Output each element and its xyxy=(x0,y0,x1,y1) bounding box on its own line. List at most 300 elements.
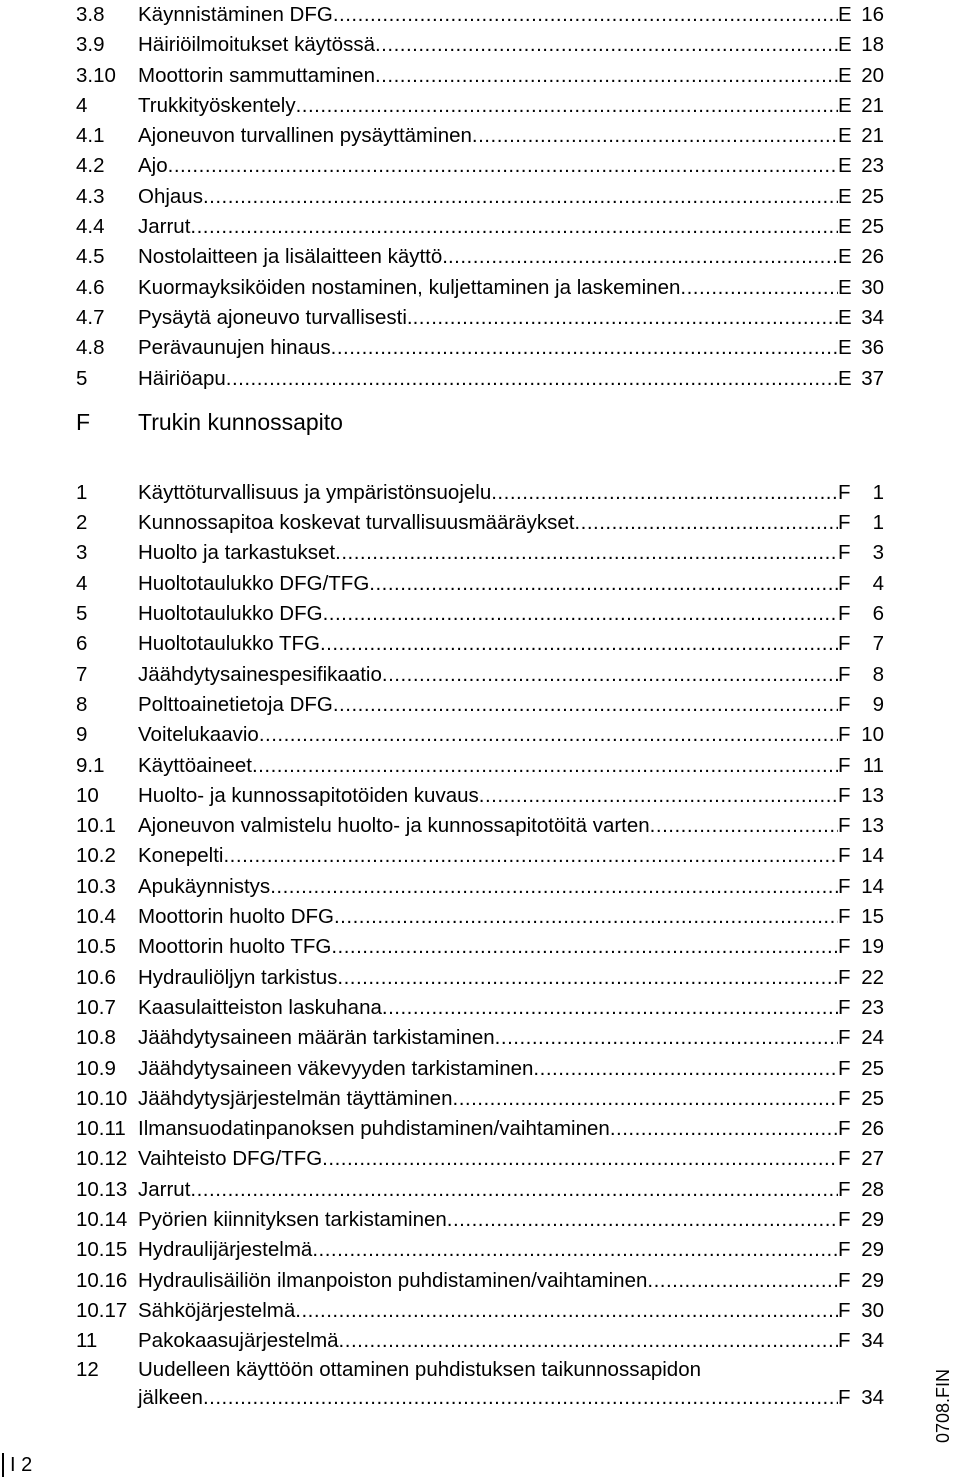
toc-entry-title: Pysäytä ajoneuvo turvallisesti. xyxy=(138,305,413,329)
toc-entry[interactable] xyxy=(76,811,884,841)
toc-entry-chapter: F xyxy=(838,995,851,1019)
toc-entry-chapter: F xyxy=(838,753,851,777)
toc-dot-leader xyxy=(322,1144,838,1174)
section-heading xyxy=(76,394,884,478)
toc-entry[interactable] xyxy=(76,478,884,508)
toc-entry[interactable] xyxy=(76,91,884,121)
toc-entry-page xyxy=(838,151,884,181)
toc-dot-leader xyxy=(680,273,838,303)
toc-entry-title: Häiriöilmoitukset käytössä xyxy=(138,33,375,57)
toc-entry[interactable] xyxy=(76,364,884,394)
toc-dot-leader xyxy=(168,151,838,181)
table-of-contents xyxy=(76,0,884,1416)
toc-entry[interactable] xyxy=(76,902,884,932)
toc-entry-title: Hydraulisäiliön ilmanpoiston puhdistaminen/vaihtaminen xyxy=(138,1268,648,1292)
toc-entry[interactable] xyxy=(76,273,884,303)
toc-entry-chapter: F xyxy=(838,1329,851,1353)
toc-entry-chapter: F xyxy=(838,783,851,807)
toc-entry-chapter: E xyxy=(838,63,852,87)
toc-entry[interactable] xyxy=(76,1266,884,1296)
toc-entry-page-number: 34 xyxy=(861,305,884,329)
toc-entry[interactable] xyxy=(76,182,884,212)
toc-entry[interactable] xyxy=(76,629,884,659)
toc-entry-title-line1: Uudelleen käyttöön ottaminen puhdistuksen taikunnossapidon xyxy=(138,1358,701,1382)
toc-dot-leader xyxy=(223,841,838,871)
toc-entry-chapter: E xyxy=(838,154,852,178)
toc-dot-leader xyxy=(190,1175,838,1205)
toc-entry-chapter: E xyxy=(838,3,852,26)
toc-entry-title: Vaihteisto DFG/TFG xyxy=(138,1147,323,1171)
toc-entry[interactable] xyxy=(76,1023,884,1053)
toc-dot-leader xyxy=(413,303,838,333)
toc-entry-title: Käynnistäminen DFG xyxy=(138,3,333,26)
toc-entry-page xyxy=(838,303,884,333)
toc-dot-leader xyxy=(320,629,838,659)
toc-entry[interactable] xyxy=(76,660,884,690)
toc-entry-chapter: E xyxy=(838,245,852,269)
toc-entry[interactable] xyxy=(76,1356,884,1416)
toc-entry-page-number: 24 xyxy=(861,1026,884,1050)
toc-section-f-entries xyxy=(76,478,884,1357)
toc-entry-page xyxy=(838,61,884,91)
toc-entry-page-number: 34 xyxy=(861,1386,884,1410)
toc-entry-page-number: 29 xyxy=(861,1238,884,1262)
toc-entry-page-number: 34 xyxy=(861,1329,884,1353)
toc-entry-page xyxy=(838,932,884,962)
toc-entry-chapter: F xyxy=(838,905,851,929)
toc-entry-page-number: 8 xyxy=(872,662,884,686)
toc-entry-page-number: 25 xyxy=(861,215,884,239)
toc-entry[interactable] xyxy=(76,1296,884,1326)
toc-entry-chapter: F xyxy=(838,541,851,565)
toc-entry-page-number: 21 xyxy=(861,124,884,148)
toc-dot-leader xyxy=(333,690,838,720)
toc-entry-chapter: E xyxy=(838,93,852,117)
toc-entry-number: 4.5 xyxy=(76,245,105,269)
toc-entry-page xyxy=(838,629,884,659)
toc-entry-number: 9.1 xyxy=(76,753,105,777)
toc-entry-chapter: F xyxy=(838,1238,851,1262)
toc-entry-title: Jäähdytysaineen määrän tarkistaminen xyxy=(138,1026,495,1050)
toc-entry-number: 5 xyxy=(76,602,88,626)
toc-entry-page xyxy=(838,781,884,811)
toc-entry-number: 4.6 xyxy=(76,275,105,299)
toc-entry-page-number: 22 xyxy=(861,965,884,989)
toc-dot-leader xyxy=(190,212,838,242)
toc-entry-title: Jäähdytysainespesifikaatio xyxy=(138,662,382,686)
toc-entry-number: 4.2 xyxy=(76,154,105,178)
toc-entry-page-number: 25 xyxy=(861,1086,884,1110)
toc-entry-title-line2: jälkeen xyxy=(138,1386,203,1410)
section-letter: F xyxy=(76,408,91,435)
toc-entry[interactable] xyxy=(76,963,884,993)
toc-entry-page-number: 20 xyxy=(861,63,884,87)
toc-entry-page-number: 30 xyxy=(861,275,884,299)
toc-entry[interactable] xyxy=(76,333,884,363)
toc-entry-page xyxy=(838,751,884,781)
toc-dot-leader xyxy=(479,781,838,811)
toc-entry-number: 1 xyxy=(76,480,88,504)
toc-entry-title: Huolto ja tarkastukset xyxy=(138,541,336,565)
toc-dot-leader xyxy=(610,1114,838,1144)
toc-entry-chapter: E xyxy=(838,275,852,299)
toc-entry[interactable] xyxy=(76,0,884,30)
toc-dot-leader xyxy=(334,902,838,932)
toc-entry-chapter: E xyxy=(838,366,852,390)
toc-entry-chapter: F xyxy=(838,965,851,989)
toc-entry-title: Nostolaitteen ja lisälaitteen käyttö. xyxy=(138,245,448,269)
toc-dot-leader xyxy=(382,993,838,1023)
toc-entry-page-number: 3 xyxy=(872,541,884,565)
toc-entry-chapter: F xyxy=(838,662,851,686)
toc-entry-chapter: F xyxy=(838,511,851,535)
section-title: Trukin kunnossapito xyxy=(138,408,343,435)
toc-entry-title: Jarrut xyxy=(138,1177,191,1201)
toc-entry-title: Huolto- ja kunnossapitotöiden kuvaus xyxy=(138,783,479,807)
toc-dot-leader xyxy=(252,751,838,781)
toc-entry-number: 9 xyxy=(76,723,88,747)
toc-entry-page-number: 1 xyxy=(872,480,884,504)
toc-dot-leader xyxy=(369,569,838,599)
toc-entry-chapter: F xyxy=(838,1056,851,1080)
toc-entry-title: Ilmansuodatinpanoksen puhdistaminen/vaihtaminen xyxy=(138,1117,610,1141)
toc-entry-page xyxy=(838,720,884,750)
toc-entry[interactable] xyxy=(76,538,884,568)
toc-entry-title: Konepelti xyxy=(138,844,224,868)
toc-entry-number: 4 xyxy=(76,93,88,117)
toc-entry-title: Pakokaasujärjestelmä xyxy=(138,1329,339,1353)
toc-dot-leader xyxy=(574,508,838,538)
toc-entry-number: 4.8 xyxy=(76,336,105,360)
toc-entry-title: Kaasulaitteiston laskuhana xyxy=(138,995,382,1019)
toc-entry[interactable] xyxy=(76,30,884,60)
toc-entry[interactable] xyxy=(76,781,884,811)
toc-entry[interactable] xyxy=(76,121,884,151)
toc-entry-title: Moottorin huolto TFG xyxy=(138,935,332,959)
toc-dot-leader xyxy=(335,538,838,568)
toc-dot-leader xyxy=(226,364,838,394)
toc-entry[interactable] xyxy=(76,508,884,538)
toc-entry-page-number: 29 xyxy=(861,1268,884,1292)
toc-entry-chapter: F xyxy=(838,1177,851,1201)
toc-entry-number: 10.6 xyxy=(76,965,116,989)
toc-entry-number: 4.4 xyxy=(76,215,105,239)
toc-entry-title: Ajoneuvon valmistelu huolto- ja kunnossapitotöitä varten xyxy=(138,814,650,838)
toc-entry-chapter: F xyxy=(838,692,851,716)
toc-entry-title: Voitelukaavio xyxy=(138,723,259,747)
toc-dot-leader xyxy=(647,1266,838,1296)
toc-entry[interactable] xyxy=(76,993,884,1023)
toc-entry-page xyxy=(838,91,884,121)
toc-entry-number: 11 xyxy=(76,1329,98,1353)
toc-entry-page-number: 25 xyxy=(861,184,884,208)
toc-entry-chapter: F xyxy=(838,602,851,626)
toc-entry-number: 10.8 xyxy=(76,1026,116,1050)
toc-entry-page-number: 11 xyxy=(862,753,884,777)
toc-dot-leader xyxy=(375,61,838,91)
toc-entry[interactable] xyxy=(76,303,884,333)
toc-entry-page-number: 25 xyxy=(861,1056,884,1080)
toc-dot-leader xyxy=(312,1235,838,1265)
toc-entry-page-number: 19 xyxy=(861,935,884,959)
toc-entry-number: 10.7 xyxy=(76,995,116,1019)
toc-entry-page xyxy=(838,333,884,363)
toc-dot-leader xyxy=(453,1084,839,1114)
toc-entry-title: Kunnossapitoa koskevat turvallisuusmääräykset xyxy=(138,511,575,535)
toc-entry-number: 10.11 xyxy=(76,1117,126,1141)
toc-entry-title: Trukkityöskentely xyxy=(138,93,296,117)
toc-entry-title: Ohjaus xyxy=(138,184,203,208)
toc-entry-chapter: F xyxy=(838,935,851,959)
toc-entry-title: Hydraulijärjestelmä xyxy=(138,1238,313,1262)
toc-entry-page-number: 27 xyxy=(861,1147,884,1171)
document-code: 0708.FIN xyxy=(933,1368,953,1443)
toc-entry-number: 4 xyxy=(76,571,88,595)
toc-entry-title: Moottorin huolto DFG xyxy=(138,905,334,929)
toc-entry-number: 10.9 xyxy=(76,1056,116,1080)
toc-entry[interactable] xyxy=(76,569,884,599)
toc-entry-number: 6 xyxy=(76,632,88,656)
toc-entry-page xyxy=(838,902,884,932)
toc-dot-leader xyxy=(447,1205,838,1235)
toc-entry-page-number: 6 xyxy=(872,602,884,626)
toc-section-e-entries xyxy=(76,0,884,394)
toc-dot-leader xyxy=(295,1296,838,1326)
toc-entry-number: 12 xyxy=(76,1358,99,1382)
toc-dot-leader xyxy=(339,1326,838,1356)
toc-entry-number: 10 xyxy=(76,783,99,807)
toc-entry-chapter: F xyxy=(838,844,851,868)
toc-entry[interactable] xyxy=(76,599,884,629)
toc-entry-page xyxy=(838,872,884,902)
toc-entry-chapter: F xyxy=(838,1207,851,1231)
toc-entry-page-number: 18 xyxy=(861,33,884,57)
toc-dot-leader xyxy=(203,182,838,212)
toc-dot-leader xyxy=(382,660,838,690)
toc-entry[interactable] xyxy=(76,212,884,242)
toc-entry-chapter: E xyxy=(838,33,852,57)
toc-entry-title: Pyörien kiinnityksen tarkistaminen xyxy=(138,1207,447,1231)
toc-entry-page xyxy=(838,569,884,599)
toc-entry-page xyxy=(838,1296,884,1326)
toc-entry-page xyxy=(838,690,884,720)
toc-entry-chapter: E xyxy=(838,215,852,239)
toc-dot-leader xyxy=(331,932,838,962)
toc-entry-page xyxy=(838,1175,884,1205)
toc-entry-chapter: E xyxy=(838,124,852,148)
toc-entry-chapter: F xyxy=(838,1386,851,1410)
toc-entry-number: 3.10 xyxy=(76,63,116,87)
toc-entry-page xyxy=(838,242,884,272)
toc-dot-leader xyxy=(323,599,838,629)
toc-entry-page xyxy=(838,993,884,1023)
toc-entry-page xyxy=(838,1084,884,1114)
toc-entry-title: Apukäynnistys xyxy=(138,874,271,898)
toc-entry-chapter: F xyxy=(838,1086,851,1110)
toc-entry-number: 4.3 xyxy=(76,184,105,208)
toc-entry-page xyxy=(838,1266,884,1296)
toc-dot-leader xyxy=(495,1023,838,1053)
toc-entry-page xyxy=(838,1054,884,1084)
toc-entry-chapter: F xyxy=(838,1026,851,1050)
toc-entry-page-number: 7 xyxy=(872,632,884,656)
toc-entry[interactable] xyxy=(76,1144,884,1174)
toc-entry-title: Polttoainetietoja DFG xyxy=(138,692,333,716)
toc-entry[interactable] xyxy=(76,1235,884,1265)
toc-entry-number: 3 xyxy=(76,541,88,565)
toc-entry-page-number: 26 xyxy=(861,245,884,269)
toc-entry[interactable] xyxy=(76,720,884,750)
toc-entry-title: Huoltotaulukko DFG xyxy=(138,602,323,626)
toc-entry-chapter: F xyxy=(838,723,851,747)
toc-entry-page-number: 4 xyxy=(872,571,884,595)
toc-entry-number: 10.17 xyxy=(76,1298,128,1322)
toc-entry[interactable] xyxy=(76,1114,884,1144)
toc-entry-number: 2 xyxy=(76,511,88,535)
toc-entry-page xyxy=(838,841,884,871)
toc-entry[interactable] xyxy=(76,690,884,720)
toc-dot-leader xyxy=(375,30,838,60)
toc-entry-page xyxy=(838,1023,884,1053)
toc-entry-page-number: 29 xyxy=(861,1207,884,1231)
toc-entry[interactable] xyxy=(76,1205,884,1235)
toc-dot-leader xyxy=(337,963,838,993)
toc-dot-leader xyxy=(650,811,838,841)
toc-entry-title: Häiriöapu xyxy=(138,366,226,390)
toc-entry[interactable] xyxy=(76,1175,884,1205)
toc-entry-page xyxy=(838,1326,884,1356)
toc-entry-title: Kuormayksiköiden nostaminen, kuljettaminen ja laskeminen xyxy=(138,275,681,299)
toc-entry[interactable] xyxy=(76,242,884,272)
toc-entry-page xyxy=(838,1144,884,1174)
toc-entry-chapter: F xyxy=(838,1117,851,1141)
toc-entry-chapter: F xyxy=(838,874,851,898)
toc-entry-page-number: 10 xyxy=(861,723,884,747)
toc-entry-page-number: 14 xyxy=(861,874,884,898)
toc-entry-page-number: 21 xyxy=(861,93,884,117)
toc-entry-page-number: 14 xyxy=(861,844,884,868)
toc-entry-page-number: 13 xyxy=(861,814,884,838)
toc-entry-title: Jarrut xyxy=(138,215,191,239)
toc-entry-chapter: E xyxy=(838,184,852,208)
toc-entry-page xyxy=(838,811,884,841)
toc-dot-leader xyxy=(270,872,838,902)
toc-entry-page xyxy=(838,1235,884,1265)
toc-entry-chapter: F xyxy=(838,1268,851,1292)
toc-entry-number: 10.16 xyxy=(76,1268,128,1292)
toc-entry-page-number: 16 xyxy=(861,3,884,26)
toc-entry-number: 10.1 xyxy=(76,814,116,838)
toc-entry-page xyxy=(838,508,884,538)
toc-entry-page-number: 23 xyxy=(861,154,884,178)
toc-entry[interactable] xyxy=(76,932,884,962)
toc-entry-page-number: 1 xyxy=(872,511,884,535)
toc-entry-title: Jäähdytysjärjestelmän täyttäminen xyxy=(138,1086,453,1110)
toc-dot-leader xyxy=(259,720,838,750)
toc-entry-page xyxy=(838,599,884,629)
toc-entry-chapter: F xyxy=(838,1298,851,1322)
toc-entry-number: 8 xyxy=(76,692,88,716)
toc-entry-page xyxy=(838,182,884,212)
toc-entry-page xyxy=(838,660,884,690)
toc-entry-number: 10.4 xyxy=(76,905,116,929)
toc-entry[interactable] xyxy=(76,751,884,781)
toc-entry-number: 10.2 xyxy=(76,844,116,868)
toc-entry-title: Perävaunujen hinaus xyxy=(138,336,331,360)
toc-entry-chapter: E xyxy=(838,305,852,329)
toc-entry-page xyxy=(838,1114,884,1144)
toc-entry-title: Käyttöaineet xyxy=(138,753,252,777)
toc-entry[interactable] xyxy=(76,1054,884,1084)
toc-entry-page-number: 28 xyxy=(861,1177,884,1201)
toc-entry-page xyxy=(838,121,884,151)
toc-entry-page-number: 36 xyxy=(861,336,884,360)
toc-entry-number: 7 xyxy=(76,662,88,686)
toc-entry-chapter: F xyxy=(838,480,851,504)
toc-entry-number: 10.3 xyxy=(76,874,116,898)
toc-entry-page xyxy=(838,0,884,30)
toc-entry[interactable] xyxy=(76,61,884,91)
toc-entry-page xyxy=(838,1205,884,1235)
toc-entry-title: Moottorin sammuttaminen xyxy=(138,63,375,87)
toc-entry-chapter: E xyxy=(838,336,852,360)
toc-entry-title: Sähköjärjestelmä xyxy=(138,1298,296,1322)
toc-entry[interactable] xyxy=(76,1326,884,1356)
toc-entry-title: Huoltotaulukko TFG xyxy=(138,632,320,656)
toc-dot-leader xyxy=(533,1054,838,1084)
toc-entry-number: 10.14 xyxy=(76,1207,128,1231)
toc-entry-page xyxy=(838,478,884,508)
toc-entry-number: 10.15 xyxy=(76,1238,128,1262)
toc-dot-leader xyxy=(331,333,838,363)
toc-entry-title: Ajo xyxy=(138,154,168,178)
toc-dot-leader xyxy=(491,478,838,508)
toc-entry-title: Käyttöturvallisuus ja ympäristönsuojelu xyxy=(138,480,492,504)
toc-entry-chapter: F xyxy=(838,814,851,838)
toc-dot-leader xyxy=(203,1384,838,1412)
toc-entry-page-number: 37 xyxy=(861,366,884,390)
toc-entry-number: 3.8 xyxy=(76,3,105,26)
toc-entry-page xyxy=(838,364,884,394)
toc-entry-number: 3.9 xyxy=(76,33,105,57)
toc-entry-page-number: 13 xyxy=(861,783,884,807)
toc-entry[interactable] xyxy=(76,1084,884,1114)
toc-entry-number: 10.10 xyxy=(76,1086,128,1110)
toc-entry-number: 4.1 xyxy=(76,124,105,148)
toc-entry-page xyxy=(838,1384,884,1412)
toc-entry-title: Jäähdytysaineen väkevyyden tarkistaminen xyxy=(138,1056,534,1080)
toc-dot-leader xyxy=(296,91,838,121)
toc-entry-chapter: F xyxy=(838,571,851,595)
toc-entry-chapter: F xyxy=(838,632,851,656)
toc-entry-chapter: F xyxy=(838,1147,851,1171)
toc-entry-page xyxy=(838,273,884,303)
toc-entry-number: 4.7 xyxy=(76,305,105,329)
toc-entry-page xyxy=(838,212,884,242)
toc-entry-page-number: 23 xyxy=(861,995,884,1019)
page-number: I 2 xyxy=(2,1453,50,1477)
toc-entry[interactable] xyxy=(76,151,884,181)
toc-entry-page xyxy=(838,30,884,60)
toc-entry[interactable] xyxy=(76,841,884,871)
toc-dot-leader xyxy=(448,242,838,272)
toc-entry-page xyxy=(838,963,884,993)
toc-entry-page-number: 26 xyxy=(861,1117,884,1141)
toc-entry-number: 5 xyxy=(76,366,88,390)
toc-entry[interactable] xyxy=(76,872,884,902)
toc-entry-page-number: 9 xyxy=(872,692,884,716)
toc-entry-number: 10.12 xyxy=(76,1147,128,1171)
